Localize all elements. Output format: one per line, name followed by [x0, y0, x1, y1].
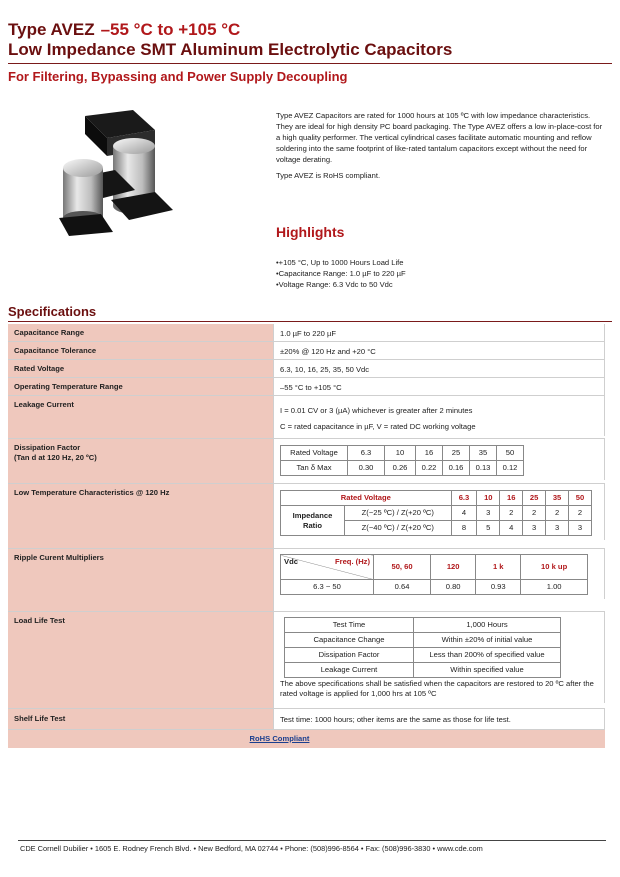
leakage-formula: I = 0.01 CV or 3 (µA) whichever is greater after 2 minutes — [280, 406, 473, 415]
table-cell: 6.3 — [348, 446, 385, 461]
spec-value: 6.3, 10, 16, 25, 35, 50 Vdc — [274, 360, 605, 379]
table-cell: 0.13 — [470, 461, 497, 476]
table-cell: 3 — [523, 521, 546, 536]
spec-row-low-temperature — [8, 484, 605, 549]
load-life-table — [284, 617, 561, 678]
list-item: • +105 °C, Up to 1000 Hours Load Life — [276, 257, 406, 268]
spec-value: –55 °C to +105 °C — [274, 378, 605, 397]
spec-row-capacitance-range — [8, 324, 605, 342]
table-cell: Z(−40 ºC) / Z(+20 ºC) — [344, 521, 451, 536]
spec-label: Operating Temperature Range — [8, 378, 274, 395]
table-header: 1 k — [476, 555, 521, 580]
spec-label: Rated Voltage — [8, 360, 274, 377]
spec-label: Leakage Current — [8, 396, 274, 438]
table-cell: Within specified value — [414, 663, 561, 678]
impedance-ratio-label: Impedance Ratio — [281, 506, 345, 536]
table-cell: 0.16 — [443, 461, 470, 476]
table-header: 6.3 — [451, 491, 477, 506]
low-temperature-table — [280, 490, 592, 536]
table-cell: 2 — [569, 506, 592, 521]
table-header: Rated Voltage — [281, 491, 452, 506]
leakage-note: C = rated capacitance in µF, V = rated DC working voltage — [280, 422, 476, 431]
specifications-rule — [8, 321, 612, 322]
table-header: 50 — [569, 491, 592, 506]
highlights-list — [276, 257, 406, 290]
table-cell: 6.3 ~ 50 — [281, 580, 374, 595]
dissipation-table — [280, 445, 524, 476]
spec-row-capacitance-tolerance — [8, 342, 605, 360]
product-title: Low Impedance SMT Aluminum Electrolytic Capacitors — [8, 40, 453, 59]
page-title: Type AVEZ –55 °C to +105 °C — [8, 20, 241, 39]
table-cell: 8 — [451, 521, 477, 536]
table-cell: 0.93 — [476, 580, 521, 595]
table-cell: 0.64 — [374, 580, 431, 595]
spec-sublabel: (Tan d at 120 Hz, 20 ºC) — [14, 453, 97, 462]
ripple-table — [280, 554, 588, 595]
table-header: 25 — [523, 491, 546, 506]
table-cell: 1.00 — [521, 580, 588, 595]
spec-row-operating-temperature — [8, 378, 605, 396]
spec-row-ripple-current — [8, 549, 605, 612]
table-header: 10 — [477, 491, 500, 506]
table-cell: 0.30 — [348, 461, 385, 476]
specifications-table — [8, 324, 605, 748]
table-cell: Tan δ Max — [281, 461, 348, 476]
table-cell: 50 — [497, 446, 524, 461]
temp-range: –55 °C to +105 °C — [100, 20, 241, 39]
table-cell: 2 — [523, 506, 546, 521]
table-cell: Rated Voltage — [281, 446, 348, 461]
table-cell: Capacitance Change — [285, 633, 414, 648]
rohs-compliant-link[interactable]: RoHS Compliant — [8, 730, 605, 748]
table-header: 50, 60 — [374, 555, 431, 580]
table-header: 10 k up — [521, 555, 588, 580]
spec-label: Load Life Test — [8, 612, 274, 708]
spec-label: Shelf Life Test — [8, 709, 274, 729]
spec-value: ±20% @ 120 Hz and +20 °C — [274, 342, 605, 361]
table-cell: 0.80 — [431, 580, 476, 595]
table-cell: 0.22 — [416, 461, 443, 476]
table-cell: 4 — [500, 521, 523, 536]
table-cell: 35 — [470, 446, 497, 461]
table-cell: 2 — [546, 506, 569, 521]
description-para2: Type AVEZ is RoHS compliant. — [276, 171, 381, 180]
table-cell: 16 — [416, 446, 443, 461]
table-cell: 2 — [500, 506, 523, 521]
table-cell: Dissipation Factor — [285, 648, 414, 663]
table-cell: 0.12 — [497, 461, 524, 476]
list-item: • Voltage Range: 6.3 Vdc to 50 Vdc — [276, 279, 406, 290]
vdc-label: Vdc — [284, 557, 298, 566]
spec-row-rated-voltage — [8, 360, 605, 378]
spec-label: Ripple Curent Multipliers — [8, 549, 274, 611]
specifications-title: Specifications — [8, 304, 97, 319]
footer-rule — [18, 840, 606, 841]
table-cell: 5 — [477, 521, 500, 536]
highlights-title: Highlights — [276, 224, 345, 240]
table-header: 35 — [546, 491, 569, 506]
ripple-corner-cell — [281, 555, 374, 580]
table-cell: 3 — [546, 521, 569, 536]
spec-row-shelf-life — [8, 709, 605, 730]
table-cell: 1,000 Hours — [414, 618, 561, 633]
footer-contact: CDE Cornell Dubilier • 1605 E. Rodney French Blvd. • New Bedford, MA 02744 • Phone: (508)996-8564 • Fax: (508)996-3830 • www.cde.com — [20, 844, 483, 853]
table-cell: 3 — [477, 506, 500, 521]
spec-label: Capacitance Tolerance — [8, 342, 274, 359]
spec-row-dissipation-factor — [8, 439, 605, 484]
description-para1: Type AVEZ Capacitors are rated for 1000 hours at 105 ºC with low impedance characteristics. They are ideal for high density PC board packaging. The Type AVEZ offers a low in-place-cost for a high quality performer. The vertical cylindrical cases facilitate automatic mounting and reflow soldering into the same footprint of like-rated tantalum capacitors except without the need for voltage derating. — [276, 111, 603, 164]
table-cell: Leakage Current — [285, 663, 414, 678]
table-cell: 4 — [451, 506, 477, 521]
spec-row-leakage-current — [8, 396, 605, 439]
table-header: 120 — [431, 555, 476, 580]
product-subtitle: For Filtering, Bypassing and Power Supply Decoupling — [8, 69, 348, 84]
spec-label: Capacitance Range — [8, 324, 274, 341]
header-rule — [8, 63, 612, 64]
spec-row-load-life — [8, 612, 605, 709]
table-cell: 10 — [385, 446, 416, 461]
table-cell: 25 — [443, 446, 470, 461]
load-life-note: The above specifications shall be satisfied when the capacitors are restored to 20 ºC after the rated voltage is applied for 1,000 hrs at 105 ºC — [280, 679, 594, 698]
description — [276, 110, 608, 186]
spec-label: Low Temperature Characteristics @ 120 Hz — [8, 484, 274, 548]
table-cell: Z(−25 ºC) / Z(+20 ºC) — [344, 506, 451, 521]
table-cell: 0.26 — [385, 461, 416, 476]
list-item: • Capacitance Range: 1.0 µF to 220 µF — [276, 268, 406, 279]
spec-value: Test time: 1000 hours; other items are the same as those for life test. — [274, 709, 605, 729]
spec-value: 1.0 µF to 220 µF — [274, 324, 605, 343]
table-cell: 3 — [569, 521, 592, 536]
table-cell: Test Time — [285, 618, 414, 633]
freq-label: Freq. (Hz) — [334, 557, 370, 566]
capacitor-photo — [55, 108, 180, 248]
table-cell: Within ±20% of initial value — [414, 633, 561, 648]
table-cell: Less than 200% of specified value — [414, 648, 561, 663]
table-header: 16 — [500, 491, 523, 506]
spec-label: Dissipation Factor — [14, 443, 81, 452]
